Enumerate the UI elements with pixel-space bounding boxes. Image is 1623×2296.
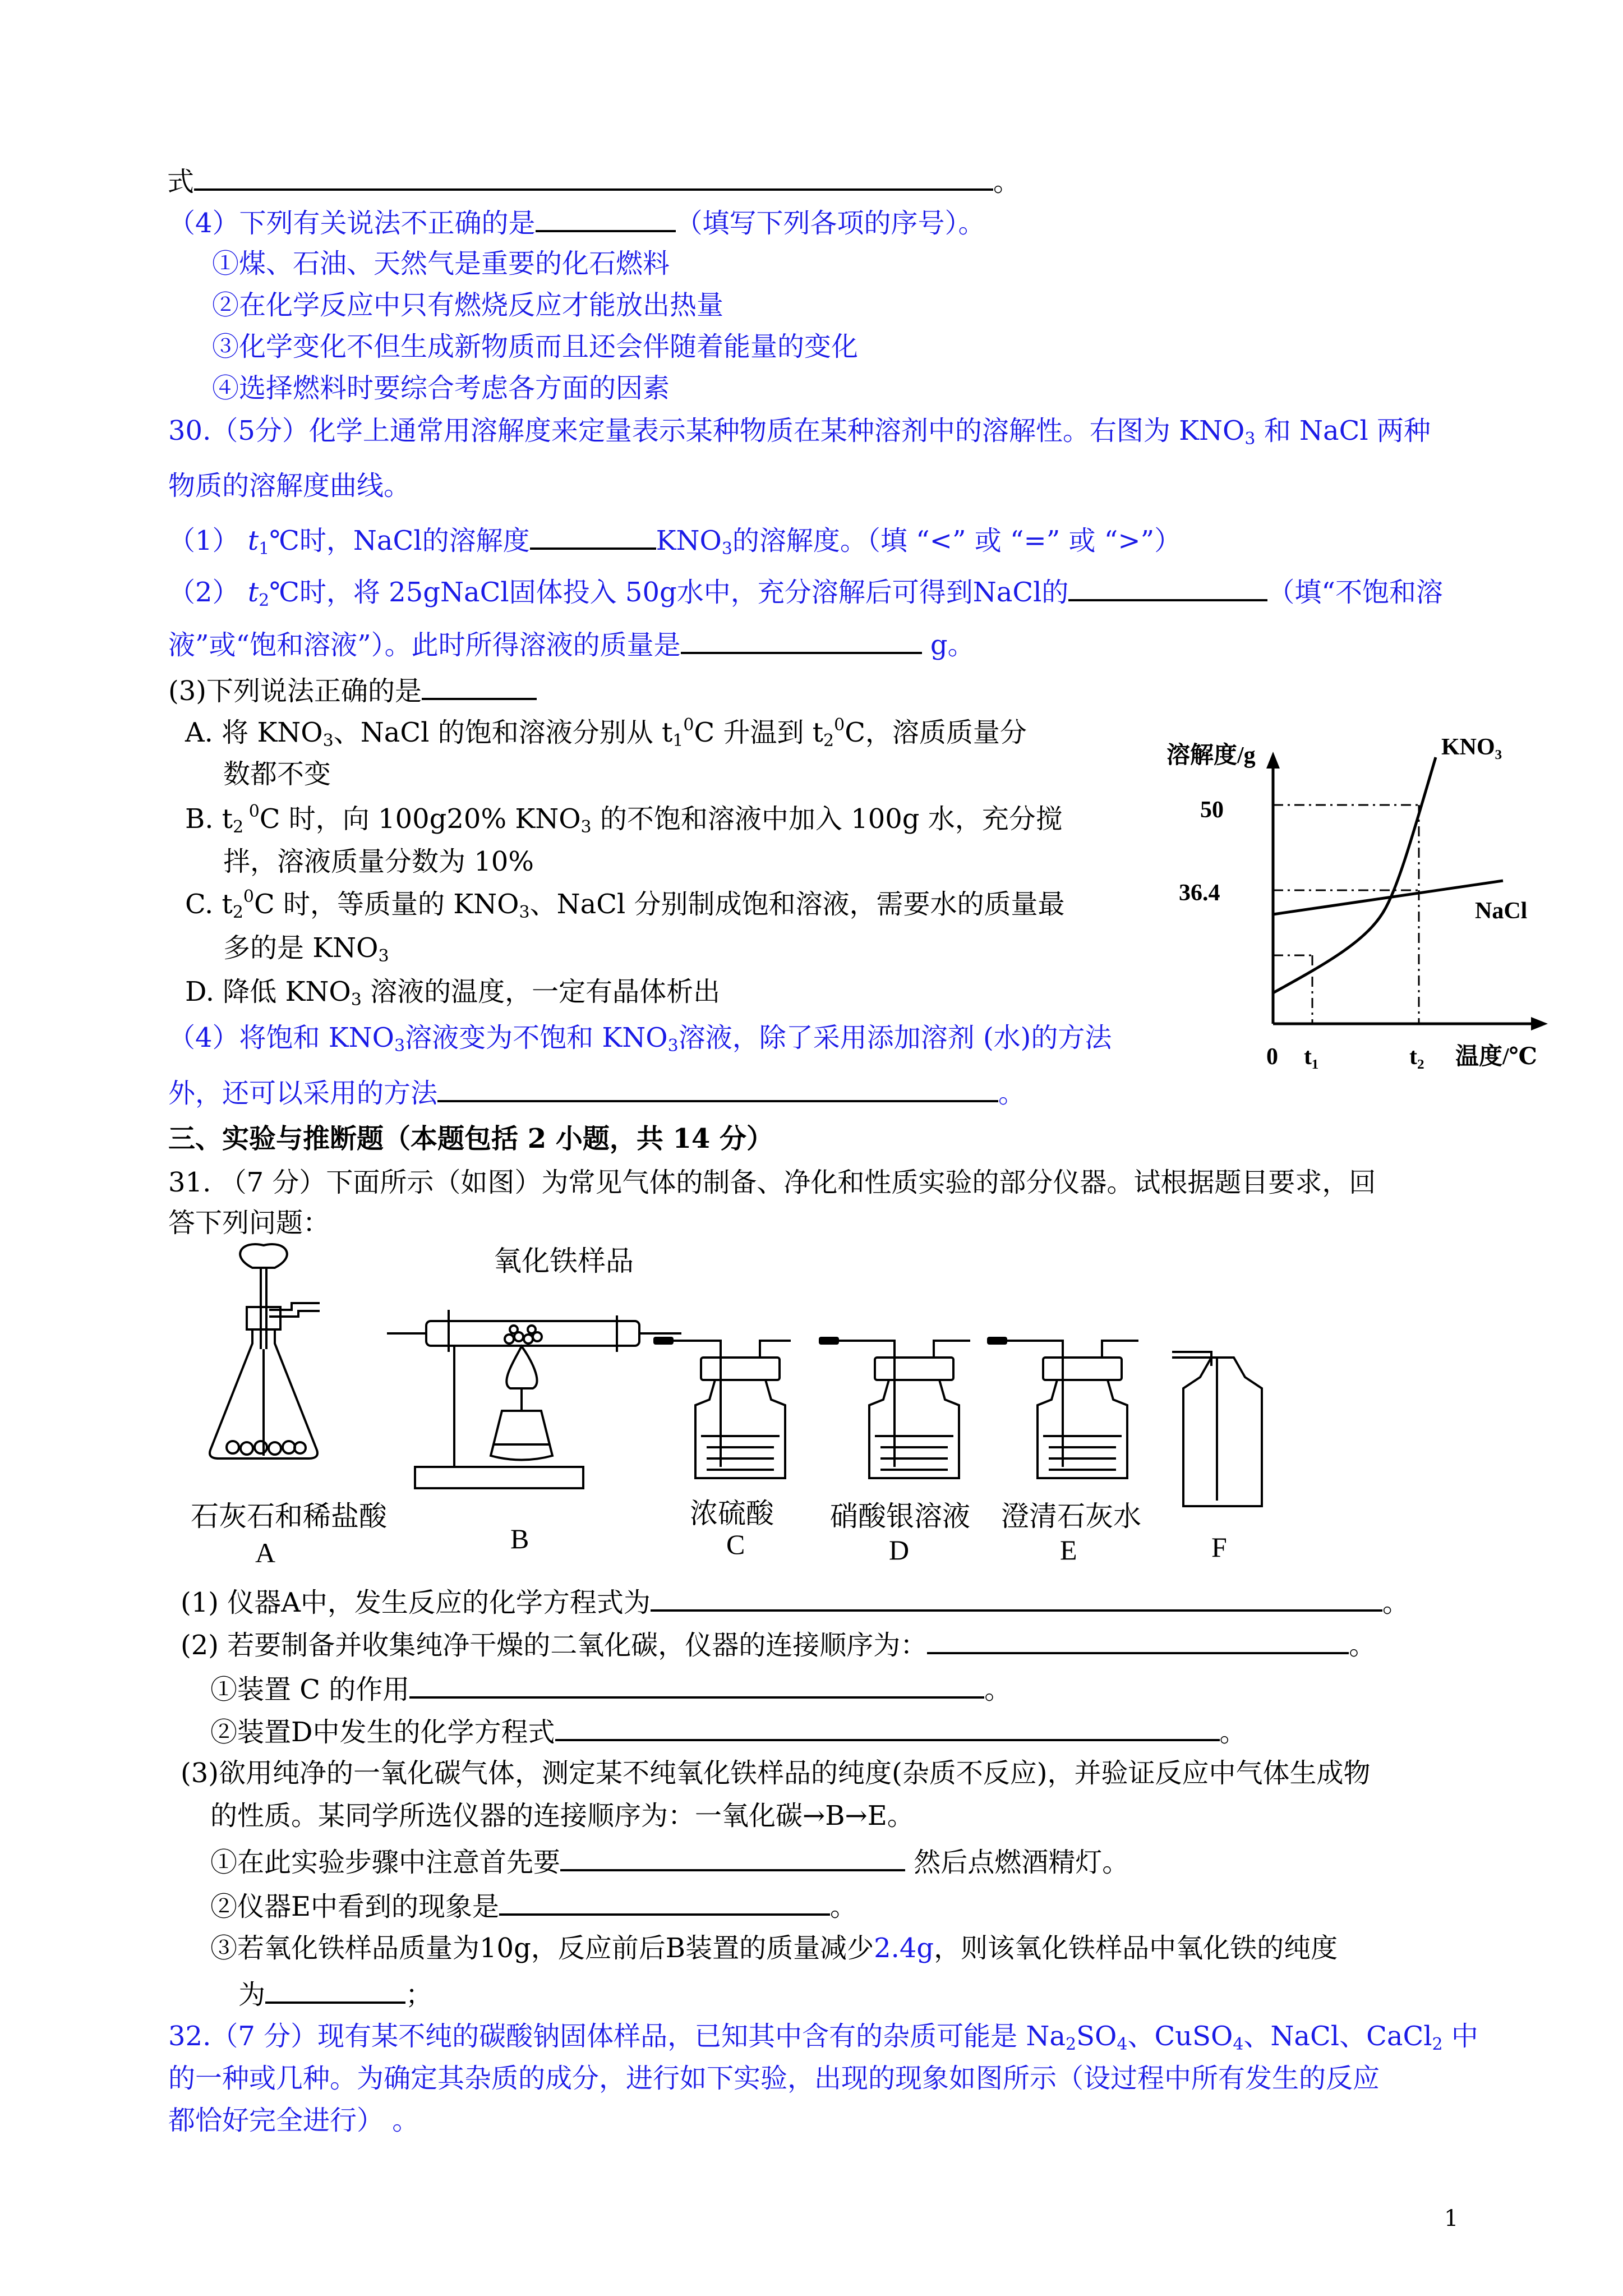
question-30-3: (3)下列说法正确的是: [168, 672, 537, 708]
label-b: B: [510, 1523, 529, 1554]
origin-label: 0: [1266, 1044, 1278, 1070]
question-31-3: (3)欲用纯净的一氧化碳气体，测定某不纯氧化铁样品的纯度(杂质不反应)，并验证反应中气体生成物: [181, 1757, 1371, 1789]
label-c: C: [726, 1529, 745, 1560]
label-a: A: [255, 1537, 276, 1568]
page-number: 1: [1444, 2206, 1459, 2231]
question-32-cont: 的一种或几种。为确定其杂质的成分，进行如下实验，出现的现象如图所示（设过程中所有发生的反应: [168, 2063, 1380, 2094]
label-a-name: 石灰石和稀盐酸: [191, 1500, 387, 1533]
option-30-C-cont: 多的是 $KNO_3$: [223, 932, 389, 966]
option-2: ②在化学反应中只有燃烧反应才能放出热量: [212, 289, 724, 321]
question-31: 31. （7 分）下面所示（如图）为常见气体的制备、净化和性质实验的部分仪器。试根据题目要求，回: [168, 1167, 1376, 1198]
label-e-name: 澄清石灰水: [1001, 1500, 1141, 1533]
blank-30-3[interactable]: [422, 672, 537, 700]
question-32-cont-2: 都恰好完全进行） 。: [168, 2105, 419, 2136]
question-30-intro-2: 物质的溶解度曲线。: [168, 470, 411, 501]
label-c-name: 浓硫酸: [690, 1497, 774, 1530]
option-3: ③化学变化不但生成新物质而且还会伴随着能量的变化: [212, 331, 859, 362]
apparatus-f: [1172, 1352, 1262, 1506]
x-tick-t2: t₂: [1409, 1044, 1424, 1070]
question-29-4: （4）下列有关说法不正确的是 （填写下列各项的序号）。: [168, 204, 985, 240]
blank-31-3-1[interactable]: [560, 1843, 905, 1871]
apparatus-c: [673, 1341, 791, 1478]
blank-31-2[interactable]: [927, 1626, 1349, 1654]
blank-30-1[interactable]: [530, 522, 656, 550]
blank-equation[interactable]: [194, 163, 993, 191]
nacl-line: [1273, 881, 1503, 914]
label-f: F: [1211, 1531, 1227, 1563]
apparatus-a: [210, 1244, 320, 1458]
section-3-heading: 三、实验与推断题（本题包括 2 小题，共 14 分）: [168, 1123, 774, 1154]
blank-29-4[interactable]: [536, 204, 676, 232]
blank-31-1[interactable]: [651, 1584, 1382, 1612]
y-axis-arrow-icon: [1266, 752, 1280, 769]
x-axis-label: 温度/℃: [1455, 1044, 1537, 1070]
kno3-curve: [1273, 757, 1436, 993]
option-1: ①煤、石油、天然气是重要的化石燃料: [212, 248, 670, 279]
question-30-1: （1） $t_1℃$时，NaCl的溶解度 $KNO_3$的溶解度。（填 “<” 或 “=” 或 “>”）: [168, 522, 1181, 558]
blank-30-2b[interactable]: [681, 626, 922, 654]
question-30-2: （2） $t_2℃$时，将 25gNaCl固体投入 50g水中，充分溶解后可得到NaCl的 （填“不饱和溶: [168, 573, 1443, 609]
question-30-4: （4）将饱和 $KNO_3$溶液变为不饱和 $KNO_3$溶液，除了采用添加溶剂 (水)的方法: [168, 1022, 1112, 1056]
kno3-label: KNO₃: [1441, 734, 1502, 760]
apparatus-figure: [179, 1243, 1486, 1579]
question-32: 32.（7 分）现有某不纯的碳酸钠固体样品，已知其中含有的杂质可能是 $Na_2SO_4$、CuSO$_4$、NaCl、CaCl$_2$ 中: [168, 2021, 1478, 2054]
blank-31-2-a[interactable]: [409, 1671, 984, 1699]
answer-line-equation: 式 。: [167, 163, 1020, 199]
question-31-3-3-cont: 为 ；: [238, 1976, 432, 2012]
solubility-chart: [1144, 721, 1570, 1080]
question-31-3-2: ②仪器E中看到的现象是 。: [210, 1888, 857, 1924]
option-30-A: A. 将 $KNO_3$、NaCl 的饱和溶液分别从 $t_1^0C$ 升温到 $t_2^0C$，溶质质量分: [185, 715, 1027, 751]
question-31-2-a: ①装置 C 的作用 。: [210, 1671, 1011, 1706]
question-30-2-cont: 液”或“饱和溶液”）。此时所得溶液的质量是 g。: [168, 626, 975, 662]
blank-31-3-3[interactable]: [265, 1976, 405, 2004]
label-sample: 氧化铁样品: [494, 1245, 634, 1277]
y-tick-36-4: 36.4: [1179, 880, 1220, 906]
label-e: E: [1060, 1534, 1077, 1566]
apparatus-d: [838, 1341, 970, 1478]
blank-31-2-b[interactable]: [555, 1713, 1220, 1741]
question-31-2-b: ②装置D中发生的化学方程式 。: [210, 1713, 1247, 1749]
x-tick-t1: t₁: [1304, 1044, 1319, 1070]
option-30-A-cont: 数都不变: [223, 758, 331, 790]
nacl-label: NaCl: [1475, 898, 1528, 924]
y-axis-label: 溶解度/g: [1166, 743, 1256, 769]
question-31-3-cont: 的性质。某同学所选仪器的连接顺序为：一氧化碳→B→E。: [210, 1800, 914, 1832]
option-30-C: C. $t_2^0C$ 时，等质量的 $KNO_3$、NaCl 分别制成饱和溶液，需要水的质量最: [185, 887, 1065, 922]
option-30-D: D. 降低 $KNO_3$ 溶液的温度，一定有晶体析出: [185, 976, 721, 1010]
y-tick-50: 50: [1200, 797, 1224, 823]
question-31-3-3: ③若氧化铁样品质量为10g，反应前后B装置的质量减少2.4g，则该氧化铁样品中氧化铁的纯度: [210, 1932, 1338, 1964]
question-30-4-cont: 外，还可以采用的方法 。: [168, 1074, 1025, 1110]
question-31-3-1: ①在此实验步骤中注意首先要 然后点燃酒精灯。: [210, 1843, 1129, 1879]
blank-30-2a[interactable]: [1068, 573, 1267, 601]
question-30-intro: 30.（5分）化学上通常用溶解度来定量表示某种物质在某种溶剂中的溶解性。右图为 $KNO_3$ 和 NaCl 两种: [168, 415, 1431, 449]
question-31-cont: 答下列问题：: [168, 1207, 330, 1239]
x-axis-arrow-icon: [1531, 1017, 1548, 1030]
option-30-B: B. $t_2$ $^0$C 时，向 100g20% $KNO_3$ 的不饱和溶液中加入 100g 水，充分搅: [185, 802, 1063, 837]
apparatus-b: [387, 1310, 681, 1488]
option-30-B-cont: 拌，溶液质量分数为 10%: [223, 846, 534, 877]
blank-31-3-2[interactable]: [499, 1888, 830, 1916]
apparatus-e: [1007, 1341, 1138, 1478]
question-31-2: (2) 若要制备并收集纯净干燥的二氧化碳，仪器的连接顺序为： 。: [181, 1626, 1376, 1662]
question-31-1: (1) 仪器A中，发生反应的化学方程式为 。: [181, 1584, 1409, 1619]
option-4: ④选择燃料时要综合考虑各方面的因素: [212, 372, 670, 404]
blank-30-4[interactable]: [437, 1074, 998, 1102]
label-d-name: 硝酸银溶液: [830, 1500, 970, 1533]
label-d: D: [889, 1534, 910, 1566]
